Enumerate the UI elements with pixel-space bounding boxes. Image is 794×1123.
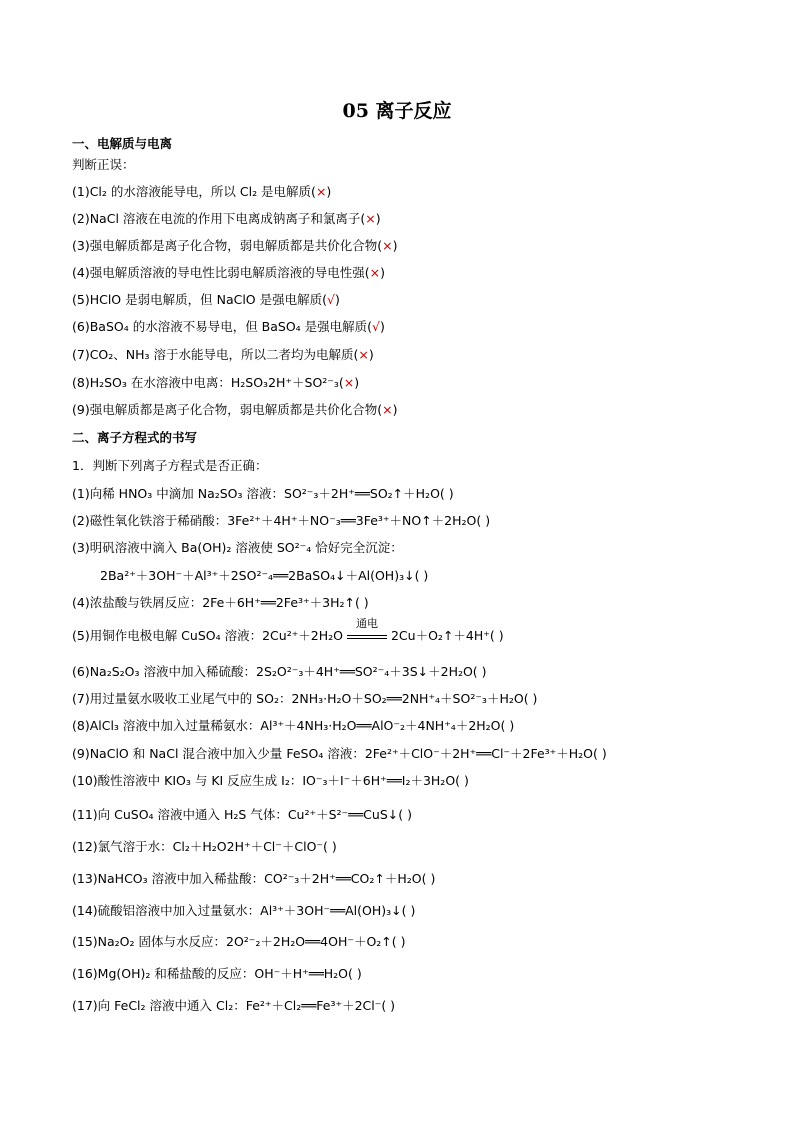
list-item: (9)NaClO 和 NaCl 混合液中加入少量 FeSO₄ 溶液：2Fe²⁺＋ClO⁻＋2H⁺══Cl⁻＋2Fe³⁺＋H₂O( ) — [72, 746, 607, 761]
statement-text: (3)强电解质都是离子化合物，弱电解质都是共价化合物( — [72, 238, 383, 253]
reaction-condition: 通电 — [356, 617, 378, 630]
list-item: (12)氯气溶于水：Cl₂＋H₂O2H⁺＋Cl⁻＋ClO⁻( ) — [72, 839, 337, 854]
list-item: (11)向 CuSO₄ 溶液中通入 H₂S 气体：Cu²⁺＋S²⁻══CuS↓( ) — [72, 807, 412, 822]
statement-text: (1)Cl₂ 的水溶液能导电，所以 Cl₂ 是电解质( — [72, 184, 316, 199]
reaction-arrow — [347, 617, 387, 644]
list-item — [72, 292, 340, 308]
judgement-mark: √ — [327, 292, 335, 307]
section1-intro: 判断正误： — [72, 157, 135, 172]
statement-text: (8)H₂SO₃ 在水溶液中电离：H₂SO₃2H⁺＋SO²⁻₃( — [72, 375, 344, 390]
close-paren: ) — [334, 292, 340, 307]
judgement-mark: × — [365, 211, 376, 226]
list-item: (7)用过量氨水吸收工业尾气中的 SO₂：2NH₃·H₂O＋SO₂══2NH⁺₄＋SO²⁻₃＋H₂O( ) — [72, 691, 538, 706]
judgement-mark: × — [382, 238, 393, 253]
list-item: (6)Na₂S₂O₃ 溶液中加入稀硫酸：2S₂O²⁻₃＋4H⁺══SO²⁻₄＋3S↓＋2H₂O( ) — [72, 664, 487, 679]
section2-intro: 1．判断下列离子方程式是否正确： — [72, 458, 268, 473]
close-paren: ) — [368, 347, 374, 362]
list-item: (3)明矾溶液中滴入 Ba(OH)₂ 溶液使 SO²⁻₄ 恰好完全沉淀： — [72, 540, 403, 555]
list-item-electrolysis — [72, 617, 504, 644]
list-item: (14)硫酸铝溶液中加入过量氨水：Al³⁺＋3OH⁻══Al(OH)₃↓( ) — [72, 903, 416, 918]
list-item: (10)酸性溶液中 KIO₃ 与 KI 反应生成 I₂：IO⁻₃＋I⁻＋6H⁺══I₂＋3H₂O( ) — [72, 773, 469, 788]
judgement-mark: × — [369, 265, 381, 280]
list-item — [72, 184, 331, 200]
close-paren: ) — [392, 238, 398, 253]
list-item — [72, 211, 381, 227]
list-item: (17)向 FeCl₂ 溶液中通入 Cl₂：Fe²⁺＋Cl₂══Fe³⁺＋2Cl⁻( ) — [72, 998, 396, 1013]
list-item — [72, 265, 385, 281]
list-item: (15)Na₂O₂ 固体与水反应：2O²⁻₂＋2H₂O══4OH⁻＋O₂↑( ) — [72, 934, 406, 949]
equation-right: 2Cu＋O₂↑＋4H⁺( ) — [390, 628, 504, 643]
judgement-mark: √ — [372, 319, 381, 334]
list-item: (2)磁性氧化铁溶于稀硝酸：3Fe²⁺＋4H⁺＋NO⁻₃══3Fe³⁺＋NO↑＋2H₂O( ) — [72, 513, 491, 528]
list-item: (8)AlCl₃ 溶液中加入过量稀氨水：Al³⁺＋4NH₃·H₂O══AlO⁻₂＋4NH⁺₄＋2H₂O( ) — [72, 718, 515, 733]
close-paren: ) — [392, 402, 398, 417]
close-paren: ) — [380, 265, 385, 280]
list-item: 2Ba²⁺＋3OH⁻＋Al³⁺＋2SO²⁻₄══2BaSO₄↓＋Al(OH)₃↓( ) — [100, 568, 429, 583]
judgement-mark: × — [343, 375, 355, 390]
section2-heading: 二、离子方程式的书写 — [72, 430, 198, 445]
close-paren: ) — [326, 184, 332, 199]
close-paren: ) — [375, 211, 381, 226]
list-item: (13)NaHCO₃ 溶液中加入稀盐酸：CO²⁻₃＋2H⁺══CO₂↑＋H₂O( ) — [72, 871, 436, 886]
equation-left: (5)用铜作电极电解 CuSO₄ 溶液：2Cu²⁺＋2H₂O — [72, 628, 344, 643]
statement-text: (2)NaCl 溶液在电流的作用下电离成钠离子和氯离子( — [72, 211, 366, 226]
list-item — [72, 238, 397, 254]
page-title: 05 离子反应 — [342, 100, 452, 122]
list-item: (1)向稀 HNO₃ 中滴加 Na₂SO₃ 溶液：SO²⁻₃＋2H⁺══SO₂↑＋H₂O( ) — [72, 486, 454, 501]
list-item — [72, 375, 359, 391]
list-item — [72, 347, 374, 363]
list-item — [72, 402, 397, 418]
section1-heading: 一、电解质与电离 — [72, 136, 173, 151]
close-paren: ) — [380, 319, 385, 334]
list-item: (4)浓盐酸与铁屑反应：2Fe＋6H⁺══2Fe³⁺＋3H₂↑( ) — [72, 595, 369, 610]
judgement-mark: × — [382, 402, 393, 417]
close-paren: ) — [354, 375, 360, 390]
statement-text: (5)HClO 是弱电解质，但 NaClO 是强电解质( — [72, 292, 327, 307]
judgement-mark: × — [358, 347, 369, 362]
statement-text: (9)强电解质都是离子化合物，弱电解质都是共价化合物( — [72, 402, 383, 417]
list-item — [72, 319, 385, 335]
list-item: (16)Mg(OH)₂ 和稀盐酸的反应：OH⁻＋H⁺══H₂O( ) — [72, 966, 362, 981]
judgement-mark: × — [315, 184, 327, 199]
statement-text: (7)CO₂、NH₃ 溶于水能导电，所以二者均为电解质( — [72, 347, 359, 362]
statement-text: (6)BaSO₄ 的水溶液不易导电，但 BaSO₄ 是强电解质( — [72, 319, 373, 334]
statement-text: (4)强电解质溶液的导电性比弱电解质溶液的导电性强( — [72, 265, 370, 280]
